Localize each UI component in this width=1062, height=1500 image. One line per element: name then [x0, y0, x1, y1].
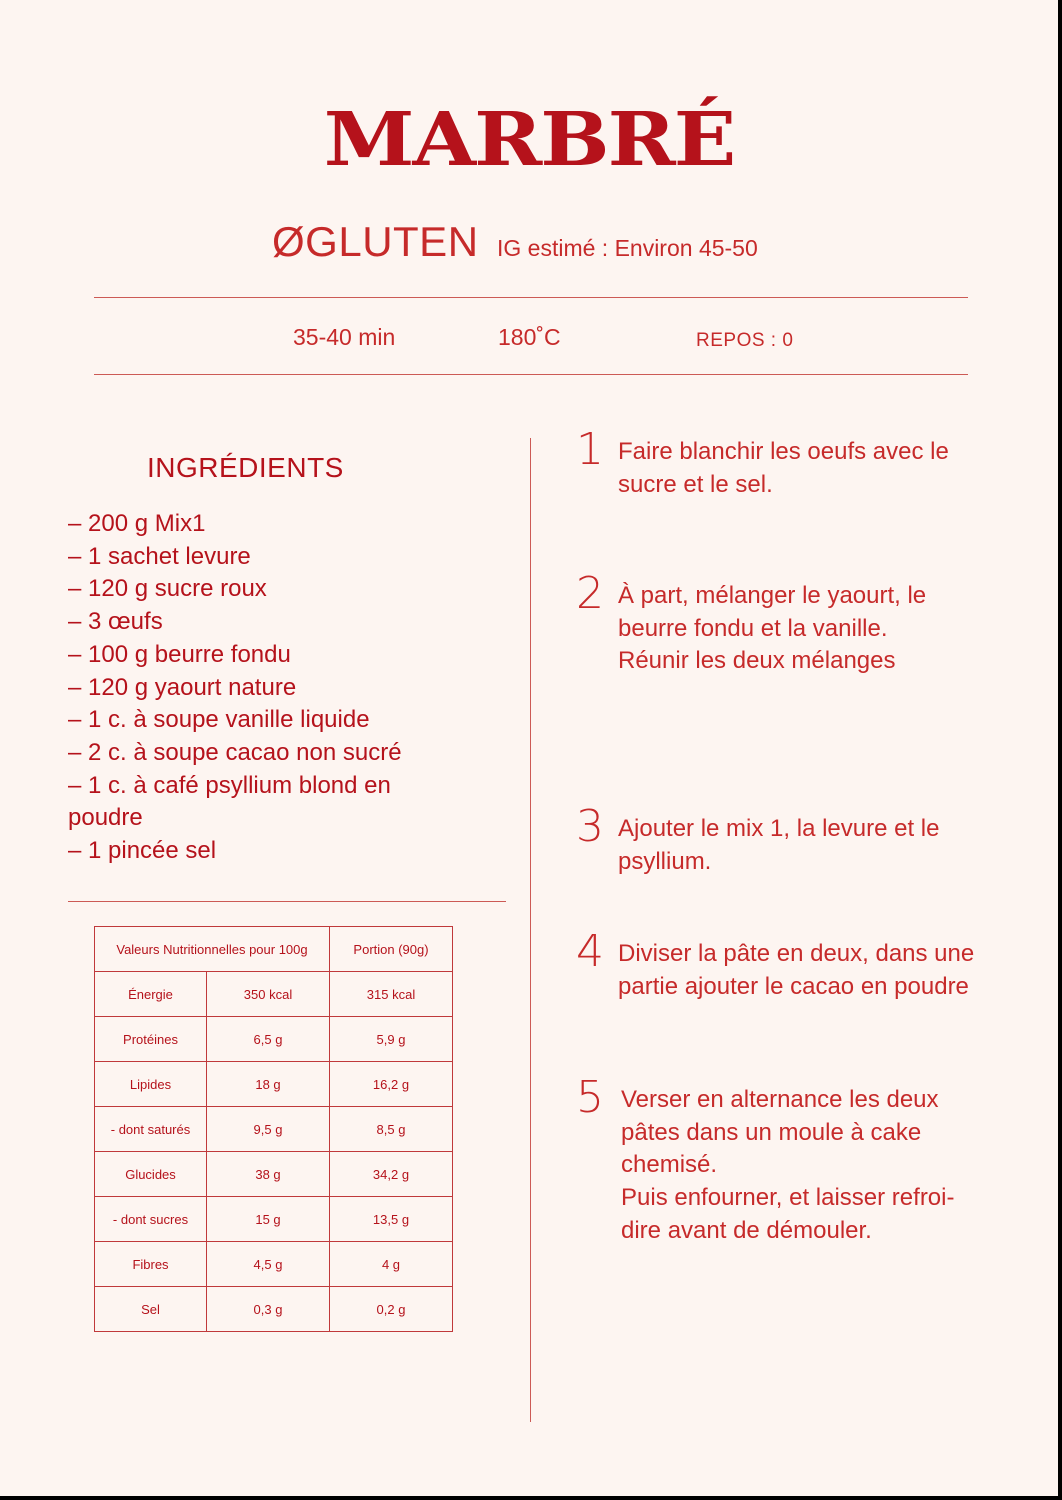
nutrient-name: Protéines — [95, 1017, 207, 1062]
nutrition-row — [95, 1197, 453, 1242]
nutrient-name: Énergie — [95, 972, 207, 1017]
nutrient-portion: 13,5 g — [330, 1197, 453, 1242]
nutrition-row — [95, 1242, 453, 1287]
step-number: 4 — [576, 926, 604, 977]
ingredients-heading: INGRÉDIENTS — [147, 452, 344, 483]
nutrient-per100: 350 kcal — [207, 972, 330, 1017]
divider-top — [94, 297, 968, 298]
nutrition-row — [95, 972, 453, 1017]
nutrient-per100: 18 g — [207, 1062, 330, 1107]
nutrient-portion: 315 kcal — [330, 972, 453, 1017]
nutrient-name: Sel — [95, 1287, 207, 1332]
gluten-free-label: ØGLUTEN — [272, 218, 479, 265]
step-text: Verser en alternance les deux pâtes dans un moule à cake chemisé. Puis enfourner, et laisser refroi-dire avant de démouler. — [621, 1086, 955, 1244]
nutrient-portion: 5,9 g — [330, 1017, 453, 1062]
ingredient-item: – 2 c. à soupe cacao non sucré — [68, 738, 402, 766]
step-number: 3 — [576, 801, 604, 852]
recipe-title: MARBRÉ — [323, 96, 735, 184]
ingredients-list — [68, 508, 468, 868]
ingredient-item: – 120 g sucre roux — [68, 575, 267, 603]
nutrition-row — [95, 1287, 453, 1332]
nutrient-portion: 16,2 g — [330, 1062, 453, 1107]
step-text: Faire blanchir les oeufs avec le sucre et le sel. — [618, 438, 949, 498]
step-text: Diviser la pâte en deux, dans une partie ajouter le cacao en poudre — [618, 940, 975, 1000]
rest-time: REPOS : 0 — [696, 330, 794, 351]
nutrient-portion: 34,2 g — [330, 1152, 453, 1197]
nutrient-portion: 4 g — [330, 1242, 453, 1287]
nutrient-per100: 0,3 g — [207, 1287, 330, 1332]
subtitle-row — [272, 218, 758, 266]
nutrient-name: Fibres — [95, 1242, 207, 1287]
step-number: 5 — [576, 1072, 604, 1123]
nutrition-row — [95, 1107, 453, 1152]
nutrient-portion: 8,5 g — [330, 1107, 453, 1152]
nutrition-row — [95, 1062, 453, 1107]
nutrition-table — [94, 926, 453, 1332]
nutrition-header-portion: Portion (90g) — [330, 927, 453, 972]
nutrient-per100: 4,5 g — [207, 1242, 330, 1287]
ingredient-item: – 3 œufs — [68, 608, 163, 636]
ingredient-item: – 200 g Mix1 — [68, 510, 206, 537]
nutrition-row — [95, 1152, 453, 1197]
nutrient-name: - dont sucres — [95, 1197, 207, 1242]
nutrient-per100: 38 g — [207, 1152, 330, 1197]
divider-ingredients — [68, 901, 506, 902]
ingredient-item: – 120 g yaourt nature — [68, 673, 297, 701]
step-number: 1 — [576, 424, 604, 475]
nutrient-per100: 9,5 g — [207, 1107, 330, 1152]
nutrient-name: Glucides — [95, 1152, 207, 1197]
cooking-time: 35-40 min — [293, 324, 396, 350]
nutrition-header-row — [95, 927, 453, 972]
nutrition-header-label: Valeurs Nutritionnelles pour 100g — [95, 927, 330, 972]
ingredient-item: – 1 sachet levure — [68, 542, 251, 570]
nutrient-per100: 15 g — [207, 1197, 330, 1242]
step-number: 2 — [576, 568, 604, 619]
nutrition-row — [95, 1017, 453, 1062]
divider-meta — [94, 374, 968, 375]
oven-temperature: 180˚C — [498, 324, 561, 350]
ingredient-item: – 1 c. à soupe vanille liquide — [68, 706, 370, 734]
ingredient-item: – 100 g beurre fondu — [68, 640, 291, 668]
nutrient-name: Lipides — [95, 1062, 207, 1107]
step-text: Ajouter le mix 1, la levure et le psyllium. — [618, 815, 940, 875]
ingredient-item: – 1 pincée sel — [68, 837, 217, 865]
nutrient-per100: 6,5 g — [207, 1017, 330, 1062]
nutrient-portion: 0,2 g — [330, 1287, 453, 1332]
nutrient-name: - dont saturés — [95, 1107, 207, 1152]
glycemic-index-label: IG estimé : Environ 45-50 — [496, 235, 758, 261]
step-text: À part, mélanger le yaourt, le beurre fondu et la vanille. Réunir les deux mélanges — [618, 582, 927, 675]
column-divider — [530, 438, 531, 1422]
ingredient-item: – 1 c. à café psyllium blond en poudre — [68, 771, 391, 832]
